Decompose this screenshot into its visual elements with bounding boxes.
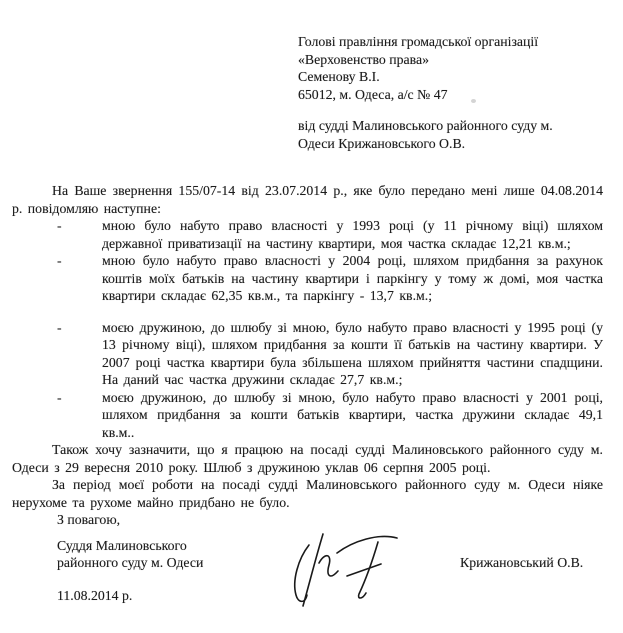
signature-block bbox=[12, 537, 603, 573]
sender-line: від судді Малиновського районного суду м. bbox=[298, 118, 553, 133]
bullet-marker: - bbox=[57, 319, 62, 335]
sender-line: Одеси Крижановського О.В. bbox=[298, 135, 466, 151]
bullet-marker: - bbox=[57, 389, 62, 405]
scan-speckle bbox=[471, 99, 476, 103]
bullet-text: моєю дружиною, до шлюбу зі мною, було набуто право власності у 1995 році (у 13 річному віці), шляхом придбання за кошти її батьків на частину квартири. У 2007 році частка квартири була збільшена шляхом прийняття частини спадщини. На даний час частка дружини складає 27,7 кв.м.; bbox=[102, 319, 603, 387]
work-paragraph: Також хочу зазначити, що я працюю на посаді судді Малиновського районного суду м. Одеси з 29 вересня 2010 року. Шлюб з дружиною уклав 06 серпня 2005 році. bbox=[12, 442, 603, 475]
handwritten-signature-icon bbox=[285, 529, 403, 609]
recipient-block bbox=[298, 33, 598, 152]
letter-body bbox=[12, 182, 603, 604]
list-item bbox=[12, 217, 603, 252]
bullet-marker: - bbox=[57, 218, 62, 233]
period-paragraph: За період моєї роботи на посаді судді Малиновського районного суду м. Одеси ніяке нерухоме та рухоме майно придбано не було. bbox=[12, 477, 603, 510]
list-item bbox=[12, 319, 603, 389]
bullet-text: мною було набуто право власності у 2004 році, шляхом придбання за рахунок коштів моїх батьків на частину квартири і паркінгу у тому ж домі, моя частка квартири складає 62,35 кв.м., та паркінгу - 13,7 кв.м.; bbox=[102, 253, 603, 303]
closing-salutation: З повагою, bbox=[57, 512, 121, 527]
signer-title-line: районного суду м. Одеси bbox=[57, 555, 204, 570]
list-item bbox=[12, 252, 603, 305]
recipient-line: 65012, м. Одеса, а/с № 47 bbox=[298, 86, 448, 102]
document-date: 11.08.2014 р. bbox=[57, 587, 133, 603]
recipient-line: «Верховенство права» bbox=[298, 51, 430, 67]
sender-block bbox=[298, 117, 598, 152]
recipient-line: Голові правління громадської організації bbox=[298, 34, 539, 49]
bullet-marker: - bbox=[57, 253, 62, 268]
signer-name: Крижановський О.В. bbox=[460, 554, 584, 570]
signer-title-line: Суддя Малиновського bbox=[57, 537, 187, 553]
bullet-text: моєю дружиною, до шлюбу зі мною, було набуто право власності у 2001 році, шляхом придбання за кошти батьків квартири, частка дружини складає 49,1 кв.м.. bbox=[102, 389, 603, 440]
ownership-list bbox=[12, 217, 603, 441]
bullet-text: мною було набуто право власності у 1993 році (у 11 річному віці) шляхом державної приватизації на частину квартири, моя частка складає 12,21 кв.м.; bbox=[102, 218, 603, 251]
intro-paragraph: На Ваше звернення 155/07-14 від 23.07.2014 р., яке було передано мені лише 04.08.2014 р. повідомляю наступне: bbox=[12, 183, 603, 216]
list-item bbox=[12, 389, 603, 442]
recipient-line: Семенову В.І. bbox=[298, 69, 380, 84]
